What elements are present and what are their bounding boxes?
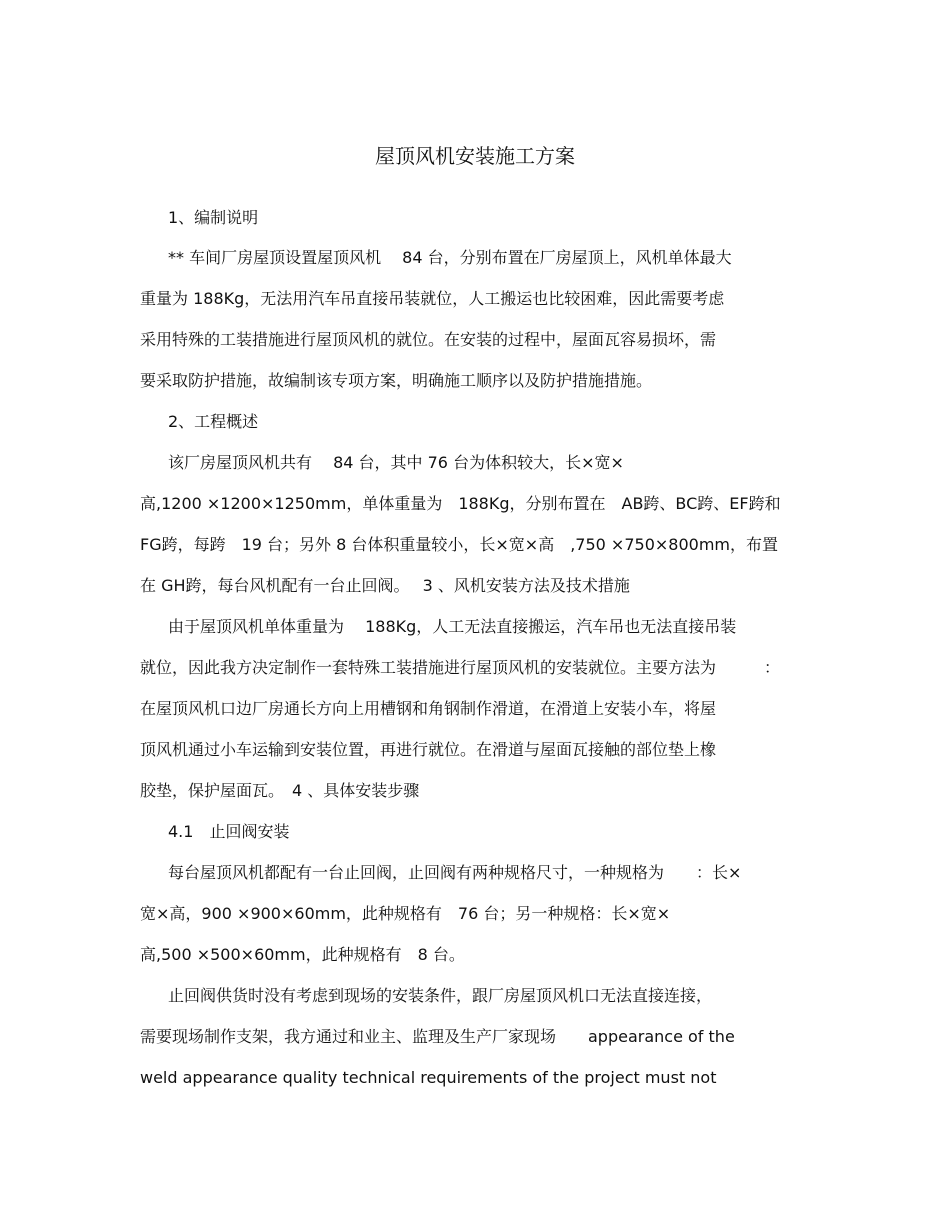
paragraph-line: 每台屋顶风机都配有一台止回阀，止回阀有两种规格尺寸，一种规格为 ：长× bbox=[168, 863, 742, 882]
paragraph-line: 该厂房屋顶风机共有 84 台，其中 76 台为体积较大，长×宽× bbox=[168, 453, 624, 472]
paragraph-line: 在屋顶风机口边厂房通长方向上用槽钢和角钢制作滑道，在滑道上安装小车，将屋 bbox=[140, 699, 717, 718]
paragraph-line: weld appearance quality technical requirements of the project must not bbox=[140, 1068, 717, 1087]
paragraph-line: 采用特殊的工装措施进行屋顶风机的就位。在安装的过程中，屋面瓦容易损坏，需 bbox=[140, 330, 717, 349]
paragraph-line: 宽×高，900 ×900×60mm，此种规格有 76 台；另一种规格：长×宽× bbox=[140, 904, 671, 923]
subsection-heading-4-1: 4.1 止回阀安装 bbox=[168, 822, 290, 841]
page-title: 屋顶风机安装施工方案 bbox=[375, 144, 575, 168]
paragraph-line: FG跨，每跨 19 台；另外 8 台体积重量较小，长×宽×高 ,750 ×750×800mm，布置 bbox=[140, 535, 778, 554]
section-heading-1: 1、编制说明 bbox=[168, 208, 259, 227]
paragraph-line: 要采取防护措施，故编制该专项方案，明确施工顺序以及防护措施措施。 bbox=[140, 371, 653, 390]
paragraph-line: 高,500 ×500×60mm，此种规格有 8 台。 bbox=[140, 945, 465, 964]
paragraph-line: 在 GH跨，每台风机配有一台止回阀。 3 、风机安装方法及技术措施 bbox=[140, 576, 630, 595]
paragraph-line: 由于屋顶风机单体重量为 188Kg，人工无法直接搬运，汽车吊也无法直接吊装 bbox=[168, 617, 737, 636]
paragraph-line: 高,1200 ×1200×1250mm，单体重量为 188Kg，分别布置在 AB跨、BC跨、EF跨和 bbox=[140, 494, 781, 513]
paragraph-line: 止回阀供货时没有考虑到现场的安装条件，跟厂房屋顶风机口无法直接连接， bbox=[168, 986, 713, 1005]
paragraph-line: 需要现场制作支架，我方通过和业主、监理及生产厂家现场 appearance of the bbox=[140, 1027, 735, 1046]
paragraph-line: 重量为 188Kg，无法用汽车吊直接吊装就位，人工搬运也比较困难，因此需要考虑 bbox=[140, 289, 725, 308]
paragraph-line: ** 车间厂房屋顶设置屋顶风机 84 台，分别布置在厂房屋顶上，风机单体最大 bbox=[168, 248, 732, 267]
paragraph-line: 就位，因此我方决定制作一套特殊工装措施进行屋顶风机的安装就位。主要方法为 ： bbox=[140, 658, 781, 677]
paragraph-line: 胶垫，保护屋面瓦。 4 、具体安装步骤 bbox=[140, 781, 420, 800]
section-heading-2: 2、工程概述 bbox=[168, 412, 259, 431]
paragraph-line: 顶风机通过小车运输到安装位置，再进行就位。在滑道与屋面瓦接触的部位垫上橡 bbox=[140, 740, 717, 759]
